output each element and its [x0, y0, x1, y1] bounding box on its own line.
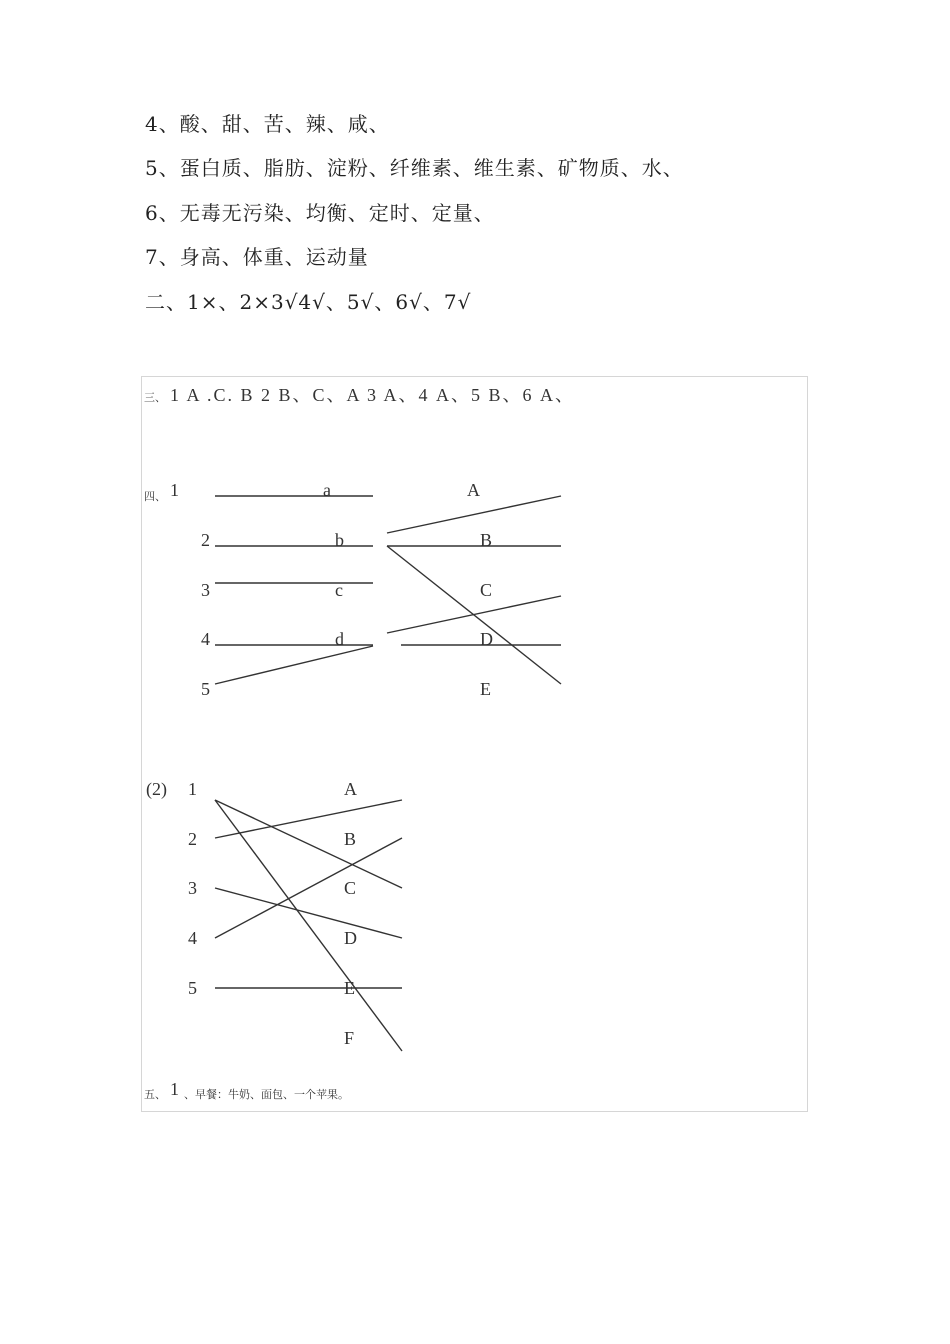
matching-lowercase: b	[335, 530, 344, 550]
matching-letter: F	[344, 1028, 355, 1048]
matching-lowercase: d	[335, 629, 344, 649]
answer-line-4: 4、酸、甜、苦、辣、咸、	[145, 112, 390, 136]
answer-line-7: 7、身高、体重、运动量	[145, 245, 369, 269]
matching-uppercase: D	[480, 629, 493, 649]
matching-lowercase: c	[335, 580, 343, 600]
part-2-tag: (2)	[146, 779, 167, 799]
matching-letter: D	[344, 928, 357, 948]
matching-uppercase: B	[480, 530, 493, 550]
match-line	[387, 496, 561, 533]
matching-uppercase: C	[480, 580, 493, 600]
matching-number: 3	[188, 878, 197, 898]
match-line	[215, 838, 402, 938]
match-line	[215, 800, 402, 1051]
section-3-prefix: 三、	[144, 391, 166, 404]
match-line	[215, 646, 373, 684]
section-4-prefix: 四、	[144, 490, 166, 503]
section-3-answers: 1 A .C. B 2 B、C、A 3 A、4 A、5 B、6 A、	[170, 385, 576, 405]
matching-uppercase: A	[467, 480, 480, 500]
matching-number: 2	[201, 530, 210, 550]
matching-number: 2	[188, 829, 197, 849]
matching-number: 5	[201, 679, 210, 699]
match-line	[215, 888, 402, 938]
matching-number: 5	[188, 978, 197, 998]
match-line	[387, 596, 561, 633]
answer-line-6: 6、无毒无污染、均衡、定时、定量、	[145, 201, 495, 225]
answer-line-5: 5、蛋白质、脂肪、淀粉、纤维素、维生素、矿物质、水、	[145, 156, 684, 180]
matching-number: 1	[188, 779, 197, 799]
section-5-number: 1	[170, 1079, 179, 1099]
matching-letter: C	[344, 878, 357, 898]
matching-number: 4	[188, 928, 197, 948]
matching-lowercase: a	[323, 480, 331, 500]
matching-letter: A	[344, 779, 357, 799]
section-5-prefix: 五、	[144, 1088, 166, 1101]
section-2-answers: 二、1×、2×3√4√、5√、6√、7√	[145, 290, 472, 314]
section-5-answer: 、早餐：牛奶、面包、一个苹果。	[184, 1088, 349, 1101]
matching-letter: E	[344, 978, 355, 998]
matching-number: 1	[170, 480, 179, 500]
matching-number: 3	[201, 580, 210, 600]
match-line	[215, 800, 402, 838]
matching-uppercase: E	[480, 679, 491, 699]
match-line	[215, 800, 402, 888]
matching-number: 4	[201, 629, 210, 649]
matching-letter: B	[344, 829, 357, 849]
